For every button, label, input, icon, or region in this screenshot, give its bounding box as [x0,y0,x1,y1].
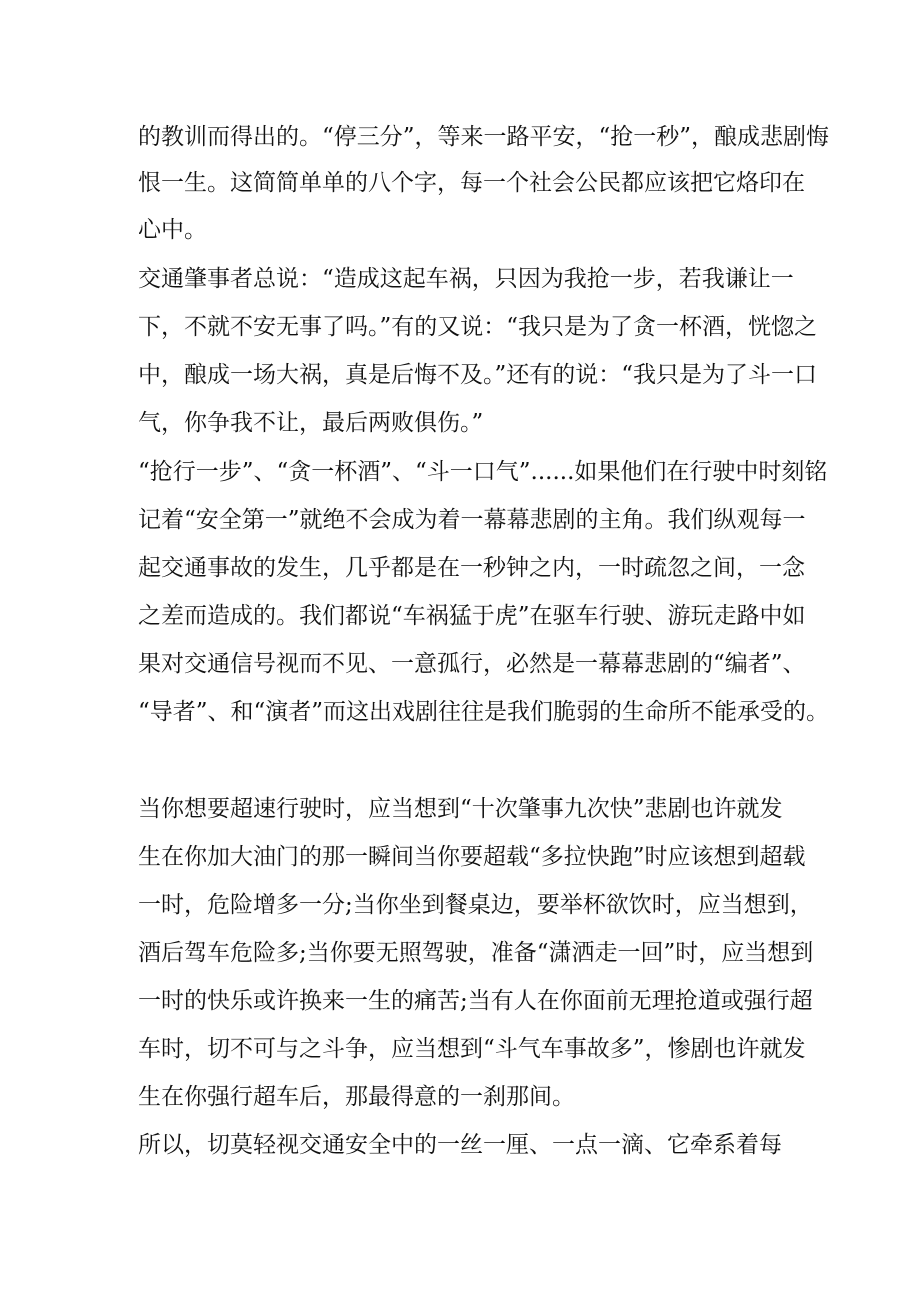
text-line: 起交通事故的发生，几乎都是在一秒钟之内，一时疏忽之间，一念 [138,555,805,581]
text-line: 心中。 [138,217,207,243]
text-line: 之差而造成的。我们都说“车祸猛于虎”在驱车行驶、游玩走路中如 [138,603,806,629]
text-line: 所以，切莫轻视交通安全中的一丝一厘、一点一滴、它牵系着每 [138,1132,782,1158]
text-line: 果对交通信号视而不见、一意孤行，必然是一幕幕悲剧的“编者”、 [138,651,806,677]
text-line: “导者”、和“演者”而这出戏剧往往是我们脆弱的生命所不能承受的。 [138,699,830,725]
text-line: 车时，切不可与之斗争，应当想到“斗气车事故多”，惨剧也许就发 [138,1036,806,1062]
text-line: 当你想要超速行驶时，应当想到“十次肇事九次快”悲剧也许就发 [138,796,783,822]
text-line: 一时，危险增多一分;当你坐到餐桌边，要举杯欲饮时，应当想到， [138,892,813,918]
text-line: 中，酿成一场大祸，真是后悔不及。”还有的说：“我只是为了斗一口 [138,362,818,388]
text-line: 酒后驾车危险多;当你要无照驾驶，准备“潇洒走一回”时，应当想到 [138,940,814,966]
text-line: 下，不就不安无事了吗。”有的又说：“我只是为了贪一杯酒，恍惚之 [138,314,818,340]
text-line: 气，你争我不让，最后两败俱伤。” [138,410,484,436]
text-line: 一时的快乐或许换来一生的痛苦;当有人在你面前无理抢道或强行超 [138,988,813,1014]
text-line: 交通肇事者总说：“造成这起车祸，只因为我抢一步，若我谦让一 [138,266,794,292]
text-line: 恨一生。这简简单单的八个字，每一个社会公民都应该把它烙印在 [138,170,805,196]
text-line: 生在你加大油门的那一瞬间当你要超载“多拉快跑”时应该想到超载 [138,844,806,870]
text-line: 的教训而得出的。“停三分”，等来一路平安，“抢一秒”，酿成悲剧悔 [138,124,830,150]
text-line: 记着“安全第一”就绝不会成为着一幕幕悲剧的主角。我们纵观每一 [138,507,806,533]
text-line: “抢行一步”、“贪一杯酒”、“斗一口气”......如果他们在行驶中时刻铭 [138,459,828,485]
text-line: 生在你强行超车后，那最得意的一刹那间。 [138,1084,575,1110]
